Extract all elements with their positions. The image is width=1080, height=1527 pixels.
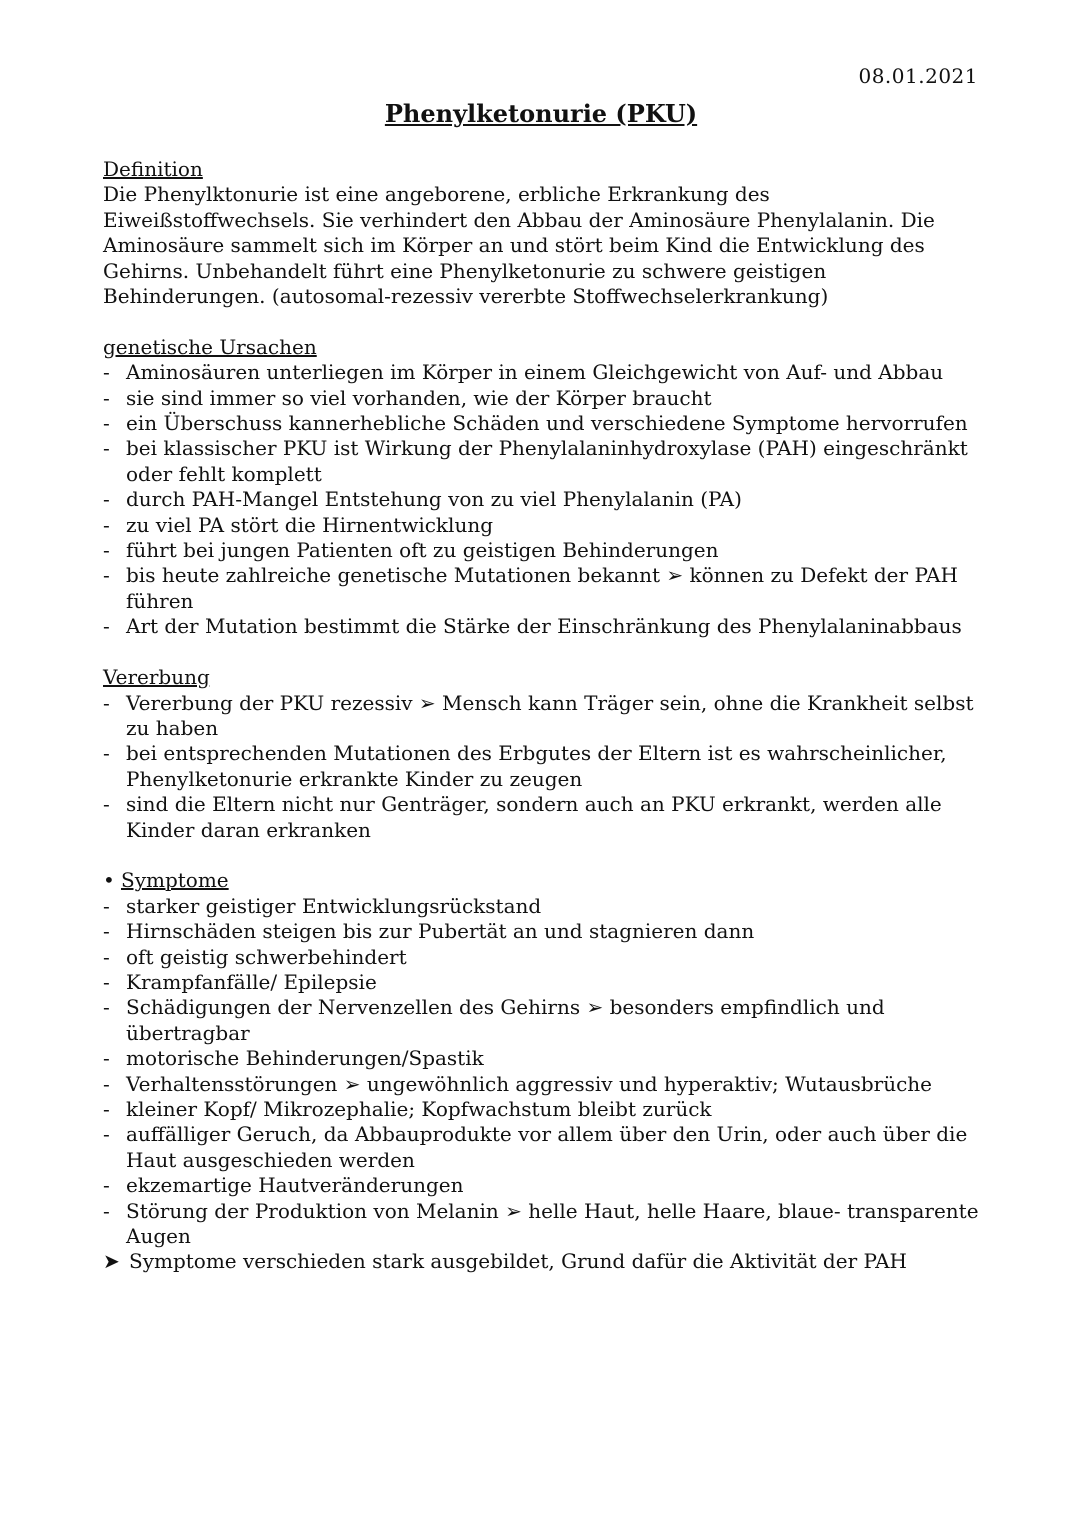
definition-section — [103, 157, 983, 309]
list-item — [103, 945, 983, 970]
list-item — [103, 386, 983, 411]
list-item — [103, 1173, 983, 1198]
list-item — [103, 1072, 983, 1097]
list-item — [103, 741, 983, 792]
vererbung-list — [103, 691, 983, 843]
ursachen-section — [103, 335, 983, 640]
list-item-text: Aminosäuren unterliegen im Körper in einem Gleichgewicht von Auf- und Abbau — [126, 360, 944, 385]
symptome-heading: Symptome — [121, 868, 229, 893]
list-item — [103, 1122, 983, 1173]
vererbung-section — [103, 665, 983, 843]
list-item — [103, 970, 983, 995]
list-item — [103, 919, 983, 944]
list-item-text: Hirnschäden steigen bis zur Pubertät an und stagnieren dann — [126, 919, 755, 944]
list-item-text: führt bei jungen Patienten oft zu geistigen Behinderungen — [126, 538, 719, 563]
list-item — [103, 1097, 983, 1122]
list-item-text: ekzemartige Hautveränderungen — [126, 1173, 464, 1198]
ursachen-list — [103, 360, 983, 639]
list-item-text: bei klassischer PKU ist Wirkung der Phenylalaninhydroxylase (PAH) eingeschränkt oder fehlt komplett — [126, 436, 968, 486]
dash-marker: - — [103, 690, 110, 715]
list-item-text: bis heute zahlreiche genetische Mutationen bekannt ➢ können zu Defekt der PAH führen — [126, 563, 958, 613]
list-item-text: kleiner Kopf/ Mikrozephalie; Kopfwachstum bleibt zurück — [126, 1096, 712, 1121]
dash-marker: - — [103, 512, 110, 537]
list-item — [103, 487, 983, 512]
dash-marker: - — [103, 487, 110, 512]
list-item-text: Störung der Produktion von Melanin ➢ helle Haut, helle Haare, blaue- transparente Augen — [126, 1198, 979, 1249]
dash-marker: - — [103, 360, 110, 385]
dash-marker: - — [103, 385, 110, 410]
definition-heading: Definition — [103, 157, 203, 181]
dash-marker: - — [103, 1071, 110, 1096]
dash-marker: - — [103, 1096, 110, 1121]
dash-marker: - — [103, 614, 110, 639]
list-item — [103, 691, 983, 742]
list-item — [103, 614, 983, 639]
list-item-text: Art der Mutation bestimmt die Stärke der Einschränkung des Phenylalaninabbaus — [126, 614, 962, 639]
ursachen-heading: genetische Ursachen — [103, 334, 317, 359]
list-item-text: sie sind immer so viel vorhanden, wie der Körper braucht — [126, 385, 712, 410]
conclusion-text: Symptome verschieden stark ausgebildet, Grund dafür die Aktivität der PAH — [129, 1249, 907, 1274]
list-item-text: motorische Behinderungen/Spastik — [126, 1046, 484, 1071]
dash-marker: - — [103, 538, 110, 563]
list-item — [103, 792, 983, 843]
list-item-text: oft geistig schwerbehindert — [126, 944, 407, 969]
symptome-section — [103, 868, 983, 1275]
list-item — [103, 894, 983, 919]
list-item-text: durch PAH-Mangel Entstehung von zu viel Phenylalanin (PA) — [126, 487, 742, 512]
list-item-text: auffälliger Geruch, da Abbauprodukte vor allem über den Urin, oder auch über die Haut ausgeschieden werden — [126, 1122, 968, 1172]
dash-marker: - — [103, 969, 110, 994]
dash-marker: - — [103, 995, 110, 1020]
list-item — [103, 538, 983, 563]
list-item-text: Vererbung der PKU rezessiv ➢ Mensch kann Träger sein, ohne die Krankheit selbst zu haben — [126, 690, 974, 740]
dash-marker: - — [103, 436, 110, 461]
list-item — [103, 513, 983, 538]
definition-text: Die Phenylktonurie ist eine angeborene, erbliche Erkrankung des Eiweißstoffwechsels. Sie verhindert den Abbau der Aminosäure Phenylalanin. Die Aminosäure sammelt sich im Körper an und stört beim Kind die Entwicklung des Gehirns. Unbehandelt führt eine Phenylketonurie zu schwere geistigen Behinderungen. (autosomal-rezessiv vererbte Stoffwechselerkrankung) — [103, 182, 935, 309]
list-item — [103, 411, 983, 436]
list-item — [103, 995, 983, 1046]
dash-marker: - — [103, 1198, 110, 1223]
dash-marker: - — [103, 411, 110, 436]
document-page — [103, 62, 983, 1275]
dash-marker: - — [103, 563, 110, 588]
bullet-icon: • — [103, 868, 115, 893]
arrow-icon: ➤ — [103, 1249, 120, 1274]
symptome-list — [103, 894, 983, 1250]
symptome-heading-row — [103, 868, 983, 893]
dash-marker: - — [103, 792, 110, 817]
list-item — [103, 1199, 983, 1250]
list-item-text: zu viel PA stört die Hirnentwicklung — [126, 512, 494, 537]
symptome-conclusion — [103, 1249, 983, 1274]
list-item — [103, 563, 983, 614]
vererbung-heading: Vererbung — [103, 665, 210, 690]
list-item — [103, 436, 983, 487]
dash-marker: - — [103, 741, 110, 766]
document-title: Phenylketonurie (PKU) — [384, 99, 698, 128]
dash-marker: - — [103, 893, 110, 918]
dash-marker: - — [103, 919, 110, 944]
list-item-text: Schädigungen der Nervenzellen des Gehirns ➢ besonders empfindlich und übertragbar — [126, 995, 885, 1045]
list-item — [103, 360, 983, 385]
list-item-text: ein Überschuss kannerhebliche Schäden und verschiedene Symptome hervorrufen — [126, 411, 968, 436]
list-item-text: sind die Eltern nicht nur Genträger, sondern auch an PKU erkrankt, werden alle Kinder daran erkranken — [126, 792, 942, 842]
dash-marker: - — [103, 1173, 110, 1198]
list-item-text: Verhaltensstörungen ➢ ungewöhnlich aggressiv und hyperaktiv; Wutausbrüche — [126, 1071, 933, 1096]
list-item-text: Krampfanfälle/ Epilepsie — [126, 969, 377, 994]
document-date: 08.01.2021 — [858, 64, 978, 88]
dash-marker: - — [103, 1122, 110, 1147]
list-item-text: bei entsprechenden Mutationen des Erbgutes der Eltern ist es wahrscheinlicher, Phenylketonurie erkrankte Kinder zu zeugen — [126, 741, 947, 791]
list-item — [103, 1046, 983, 1071]
list-item-text: starker geistiger Entwicklungsrückstand — [126, 893, 542, 918]
dash-marker: - — [103, 944, 110, 969]
dash-marker: - — [103, 1046, 110, 1071]
